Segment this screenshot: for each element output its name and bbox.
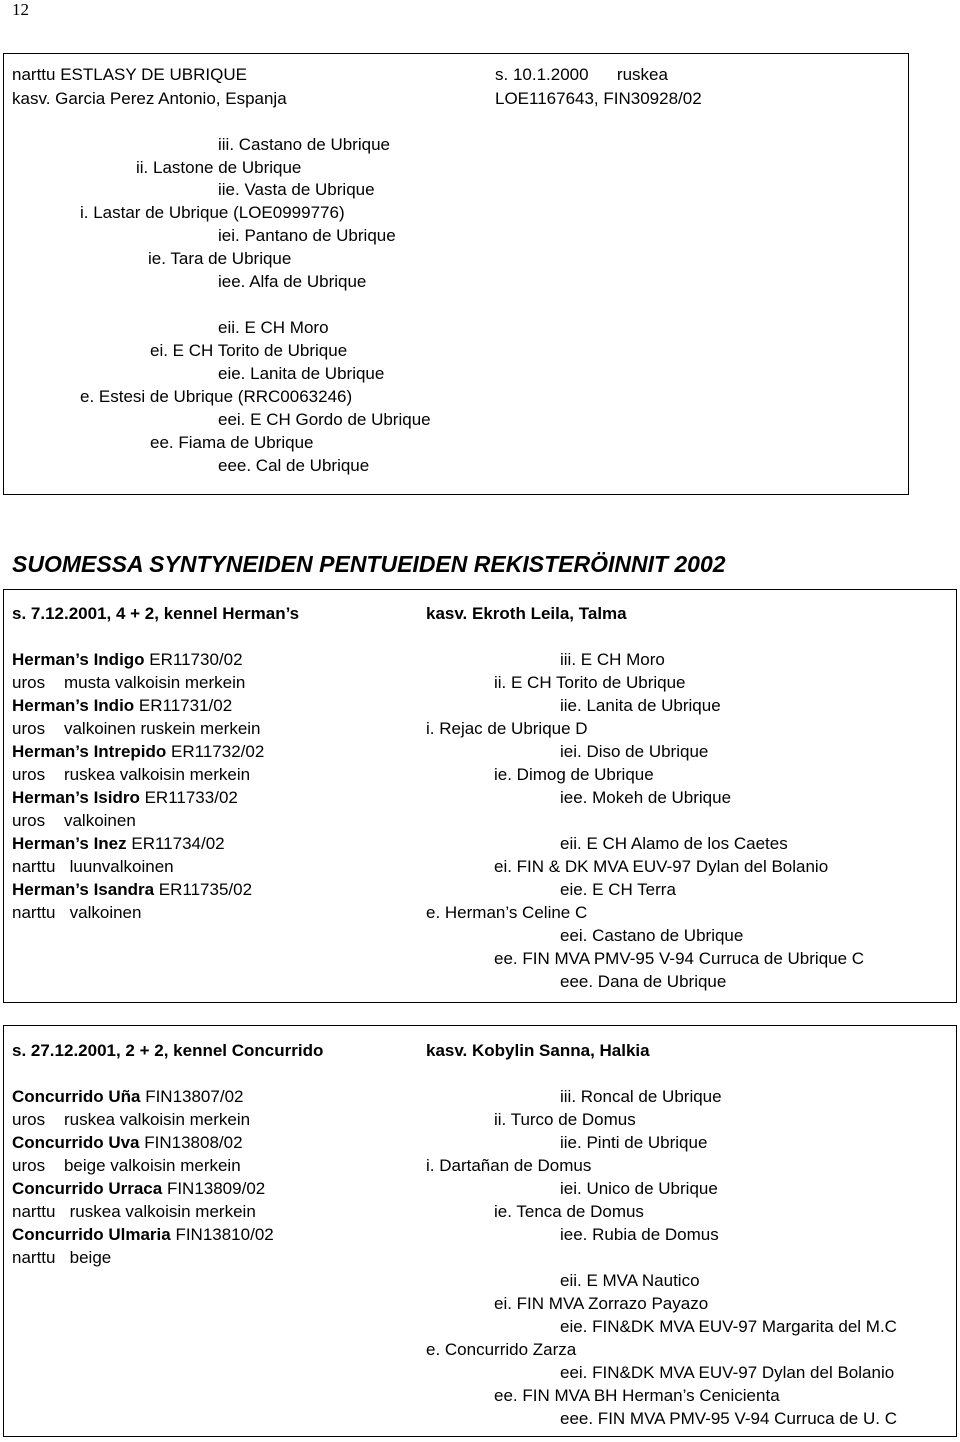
pedigree-entry: iei. Pantano de Ubrique xyxy=(218,226,396,245)
pedigree-entry: iei. Unico de Ubrique xyxy=(560,1179,718,1198)
pedigree-entry: eee. Cal de Ubrique xyxy=(218,456,370,475)
puppy-name-line: Concurrido Uva FIN13808/02 xyxy=(12,1133,243,1152)
pedigree-entry: iie. Pinti de Ubrique xyxy=(560,1133,708,1152)
puppy-desc: uros valkoinen xyxy=(12,811,136,830)
puppy-name-line: Herman’s Indigo ER11730/02 xyxy=(12,650,243,669)
puppy-name-line: Concurrido Urraca FIN13809/02 xyxy=(12,1179,266,1198)
pedigree-entry: iie. Vasta de Ubrique xyxy=(218,180,375,199)
pedigree-entry: iie. Lanita de Ubrique xyxy=(560,696,721,715)
litter-header: s. 27.12.2001, 2 + 2, kennel Concurrido xyxy=(12,1041,324,1060)
puppy-name-line: Concurrido Uña FIN13807/02 xyxy=(12,1087,244,1106)
pedigree-entry: eii. E CH Moro xyxy=(218,318,329,337)
pedigree-entry: ii. Turco de Domus xyxy=(494,1110,636,1129)
pedigree-entry: ee. Fiama de Ubrique xyxy=(150,433,314,452)
puppy-desc: uros beige valkoisin merkein xyxy=(12,1156,241,1175)
pedigree-entry: i. Lastar de Ubrique (LOE0999776) xyxy=(80,203,345,222)
pedigree-entry: eii. E MVA Nautico xyxy=(560,1271,700,1290)
dam-info-box xyxy=(3,53,909,495)
pedigree-entry: ie. Tenca de Domus xyxy=(494,1202,644,1221)
pedigree-entry: iii. E CH Moro xyxy=(560,650,665,669)
puppy-desc: uros musta valkoisin merkein xyxy=(12,673,246,692)
pedigree-entry: ie. Tara de Ubrique xyxy=(148,249,292,268)
litter-breeder: kasv. Kobylin Sanna, Halkia xyxy=(426,1041,650,1060)
pedigree-entry: eee. FIN MVA PMV-95 V-94 Curruca de U. C xyxy=(560,1409,897,1428)
litter-header: s. 7.12.2001, 4 + 2, kennel Herman’s xyxy=(12,604,300,623)
pedigree-entry: ie. Dimog de Ubrique xyxy=(494,765,654,784)
pedigree-entry: ii. E CH Torito de Ubrique xyxy=(494,673,686,692)
pedigree-entry: eei. FIN&DK MVA EUV-97 Dylan del Bolanio xyxy=(560,1363,895,1382)
dam-registration: LOE1167643, FIN30928/02 xyxy=(495,89,702,108)
pedigree-entry: ee. FIN MVA PMV-95 V-94 Curruca de Ubrique C xyxy=(494,949,865,968)
puppy-desc: narttu valkoinen xyxy=(12,903,142,922)
puppy-desc: narttu ruskea valkoisin merkein xyxy=(12,1202,256,1221)
puppy-name-line: Herman’s Isidro ER11733/02 xyxy=(12,788,238,807)
section-title: SUOMESSA SYNTYNEIDEN PENTUEIDEN REKISTERÖINNIT 2002 xyxy=(12,551,726,577)
dam-breeder: kasv. Garcia Perez Antonio, Espanja xyxy=(12,89,287,108)
pedigree-entry: eie. FIN&DK MVA EUV-97 Margarita del M.C xyxy=(560,1317,897,1336)
pedigree-entry: eie. E CH Terra xyxy=(560,880,676,899)
pedigree-entry: iee. Rubia de Domus xyxy=(560,1225,719,1244)
pedigree-entry: iee. Mokeh de Ubrique xyxy=(560,788,732,807)
pedigree-entry: i. Rejac de Ubrique D xyxy=(426,719,588,738)
pedigree-entry: ei. FIN & DK MVA EUV-97 Dylan del Bolanio xyxy=(494,857,829,876)
puppy-name-line: Herman’s Inez ER11734/02 xyxy=(12,834,225,853)
pedigree-entry: eei. E CH Gordo de Ubrique xyxy=(218,410,431,429)
pedigree-entry: e. Herman’s Celine C xyxy=(426,903,588,922)
pedigree-entry: e. Concurrido Zarza xyxy=(426,1340,577,1359)
pedigree-entry: e. Estesi de Ubrique (RRC0063246) xyxy=(80,387,353,406)
dam-birth-color: s. 10.1.2000 ruskea xyxy=(495,65,668,84)
pedigree-entry: iii. Roncal de Ubrique xyxy=(560,1087,722,1106)
puppy-desc: uros ruskea valkoisin merkein xyxy=(12,1110,251,1129)
pedigree-entry: ei. FIN MVA Zorrazo Payazo xyxy=(494,1294,709,1313)
puppy-desc: uros ruskea valkoisin merkein xyxy=(12,765,251,784)
puppy-name-line: Herman’s Indio ER11731/02 xyxy=(12,696,233,715)
puppy-name-line: Herman’s Isandra ER11735/02 xyxy=(12,880,253,899)
pedigree-entry: eee. Dana de Ubrique xyxy=(560,972,727,991)
pedigree-entry: ee. FIN MVA BH Herman’s Cenicienta xyxy=(494,1386,780,1405)
pedigree-entry: iee. Alfa de Ubrique xyxy=(218,272,367,291)
pedigree-entry: ii. Lastone de Ubrique xyxy=(136,158,302,177)
pedigree-entry: iii. Castano de Ubrique xyxy=(218,135,390,154)
puppy-desc: narttu beige xyxy=(12,1248,112,1267)
litter-breeder: kasv. Ekroth Leila, Talma xyxy=(426,604,627,623)
puppy-name-line: Concurrido Ulmaria FIN13810/02 xyxy=(12,1225,274,1244)
puppy-name-line: Herman’s Intrepido ER11732/02 xyxy=(12,742,265,761)
pedigree-entry: eii. E CH Alamo de los Caetes xyxy=(560,834,788,853)
pedigree-entry: eie. Lanita de Ubrique xyxy=(218,364,385,383)
pedigree-entry: eei. Castano de Ubrique xyxy=(560,926,744,945)
puppy-desc: narttu luunvalkoinen xyxy=(12,857,174,876)
pedigree-entry: i. Dartañan de Domus xyxy=(426,1156,592,1175)
pedigree-entry: ei. E CH Torito de Ubrique xyxy=(150,341,348,360)
pedigree-entry: iei. Diso de Ubrique xyxy=(560,742,709,761)
dam-title: narttu ESTLASY DE UBRIQUE xyxy=(12,65,247,84)
puppy-desc: uros valkoinen ruskein merkein xyxy=(12,719,261,738)
page-number: 12 xyxy=(12,0,29,19)
